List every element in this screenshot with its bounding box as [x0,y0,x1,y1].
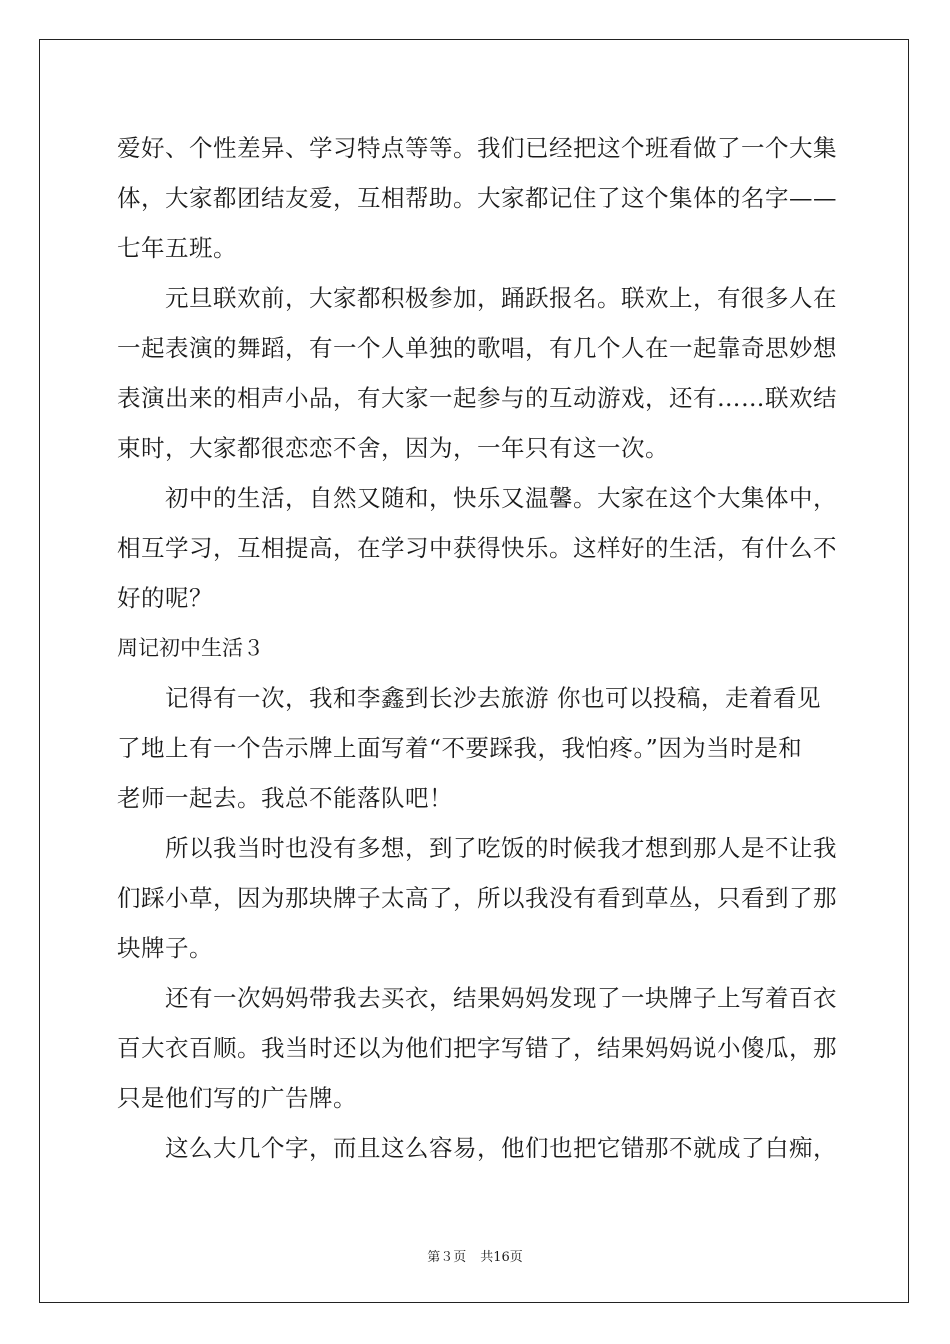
text-line: 七年五班。 [117,234,237,262]
text-line: 块牌子。 [117,934,213,962]
text-line: 元旦联欢前，大家都积极参加，踊跃报名。联欢上，有很多人在 [117,284,837,312]
text-line: 体，大家都团结友爱，互相帮助。大家都记住了这个集体的名字—— [117,184,837,212]
text-line: 所以我当时也没有多想，到了吃饭的时候我才想到那人是不让我 [117,834,837,862]
text-line: 表演出来的相声小品，有大家一起参与的互动游戏，还有……联欢结 [117,384,837,412]
text-line: 初中的生活，自然又随和，快乐又温馨。大家在这个大集体中， [117,484,837,512]
text-line: 相互学习，互相提高，在学习中获得快乐。这样好的生活，有什么不 [117,534,837,562]
text-line: 只是他们写的广告牌。 [117,1084,357,1112]
text-line: 老师一起去。我总不能落队吧！ [117,784,453,812]
text-line: 还有一次妈妈带我去买衣，结果妈妈发现了一块牌子上写着百衣 [117,984,837,1012]
text-line: 们踩小草，因为那块牌子太高了，所以我没有看到草丛，只看到了那 [117,884,837,912]
page-total: 共16页 [480,1250,523,1265]
page-number: 第３页 [427,1250,467,1265]
text-line: 记得有一次，我和李鑫到长沙去旅游 你也可以投稿，走着看见 [117,684,821,712]
text-line: 爱好、个性差异、学习特点等等。我们已经把这个班看做了一个大集 [117,134,837,162]
text-line: 好的呢？ [117,584,213,612]
text-line: 束时，大家都很恋恋不舍，因为，一年只有这一次。 [117,434,669,462]
text-line: 了地上有一个告示牌上面写着“不要踩我，我怕疼。”因为当时是和 [117,734,803,762]
text-line: 一起表演的舞蹈，有一个人单独的歌唱，有几个人在一起靠奇思妙想 [117,334,837,362]
section-heading: 周记初中生活３ [117,636,264,660]
text-line: 百大衣百顺。我当时还以为他们把字写错了，结果妈妈说小傻瓜，那 [117,1034,837,1062]
text-line: 这么大几个字，而且这么容易，他们也把它错那不就成了白痴， [117,1134,837,1162]
page-footer [0,1246,950,1265]
